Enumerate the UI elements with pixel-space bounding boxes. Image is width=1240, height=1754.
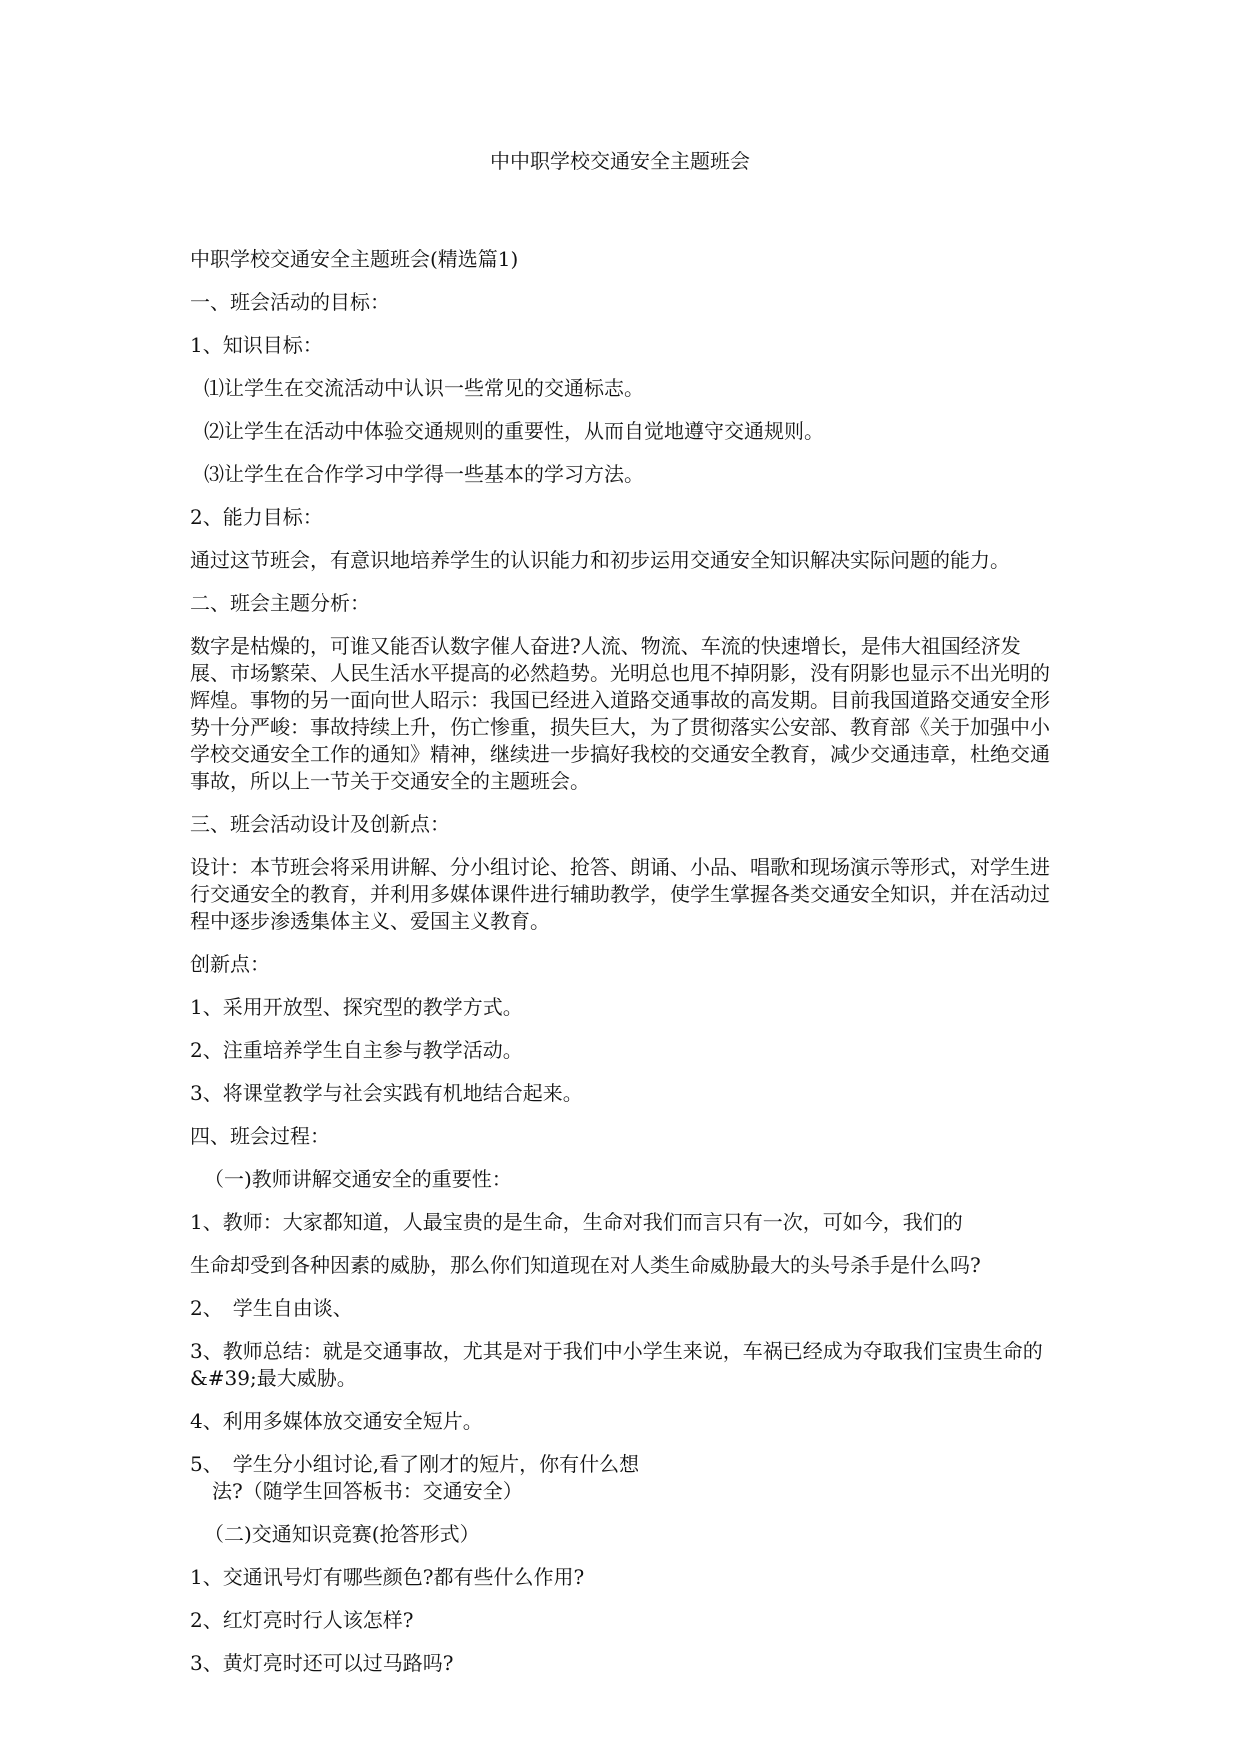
list-item: 5、 学生分小组讨论,看了刚才的短片，你有什么想 [190,1452,640,1476]
list-item: 3、教师总结：就是交通事故，尤其是对于我们中小学生来说，车祸已经成为夺取我们宝贵生命的&#39;最大威胁。 [190,1339,1043,1390]
section-heading: 中职学校交通安全主题班会(精选篇1) [190,247,519,271]
body-paragraph: 通过这节班会，有意识地培养学生的认识能力和初步运用交通安全知识解决实际问题的能力。 [190,548,1010,572]
list-item: 2、红灯亮时行人该怎样? [190,1608,414,1632]
heading-goals: 一、班会活动的目标： [190,290,390,314]
list-item-continued: 法?（随学生回答板书：交通安全） [212,1479,523,1503]
document-body [190,246,1056,1677]
list-item: 1、采用开放型、探究型的教学方式。 [190,995,523,1019]
heading-theme-analysis: 二、班会主题分析： [190,591,370,615]
list-item: 1、交通讯号灯有哪些颜色?都有些什么作用? [190,1565,585,1589]
heading-knowledge-goals: 1、知识目标： [190,333,323,357]
body-paragraph: 数字是枯燥的，可谁又能否认数字催人奋进?人流、物流、车流的快速增长，是伟大祖国经济发展、市场繁荣、人民生活水平提高的必然趋势。光明总也甩不掉阴影，没有阴影也显示不出光明的辉煌。事物的另一面向世人昭示：我国已经进入道路交通事故的高发期。目前我国道路交通安全形势十分严峻：事故持续上升，伤亡惨重，损失巨大，为了贯彻落实公安部、教育部《关于加强中小学校交通安全工作的通知》精神，继续进一步搞好我校的交通安全教育，减少交通违章，杜绝交通事故，所以上一节关于交通安全的主题班会。 [190,634,1050,793]
heading-ability-goals: 2、能力目标： [190,505,323,529]
list-item: ⑴让学生在交流活动中认识一些常见的交通标志。 [204,376,644,400]
subheading: （一)教师讲解交通安全的重要性： [204,1167,512,1191]
list-item: 3、将课堂教学与社会实践有机地结合起来。 [190,1081,583,1105]
list-item: 1、教师：大家都知道，人最宝贵的是生命，生命对我们而言只有一次，可如今，我们的 [190,1210,963,1234]
list-item: 3、黄灯亮时还可以过马路吗? [190,1651,454,1675]
list-item-continued: 生命却受到各种因素的威胁，那么你们知道现在对人类生命威胁最大的头号杀手是什么吗? [190,1253,981,1277]
subheading: （二)交通知识竞赛(抢答形式） [204,1522,480,1546]
body-paragraph: 设计：本节班会将采用讲解、分小组讨论、抢答、朗诵、小品、唱歌和现场演示等形式，对学生进行交通安全的教育，并利用多媒体课件进行辅助教学，使学生掌握各类交通安全知识，并在活动过程中逐步渗透集体主义、爱国主义教育。 [190,855,1050,933]
heading-process: 四、班会过程： [190,1124,330,1148]
heading-innovation: 创新点： [190,952,270,976]
list-item: 2、注重培养学生自主参与教学活动。 [190,1038,523,1062]
list-item: ⑶让学生在合作学习中学得一些基本的学习方法。 [204,462,644,486]
heading-design: 三、班会活动设计及创新点： [190,812,450,836]
list-item: 4、利用多媒体放交通安全短片。 [190,1409,483,1433]
list-item: 2、 学生自由谈、 [190,1296,353,1320]
document-title: 中中职学校交通安全主题班会 [490,149,750,173]
list-item: ⑵让学生在活动中体验交通规则的重要性，从而自觉地遵守交通规则。 [204,419,824,443]
